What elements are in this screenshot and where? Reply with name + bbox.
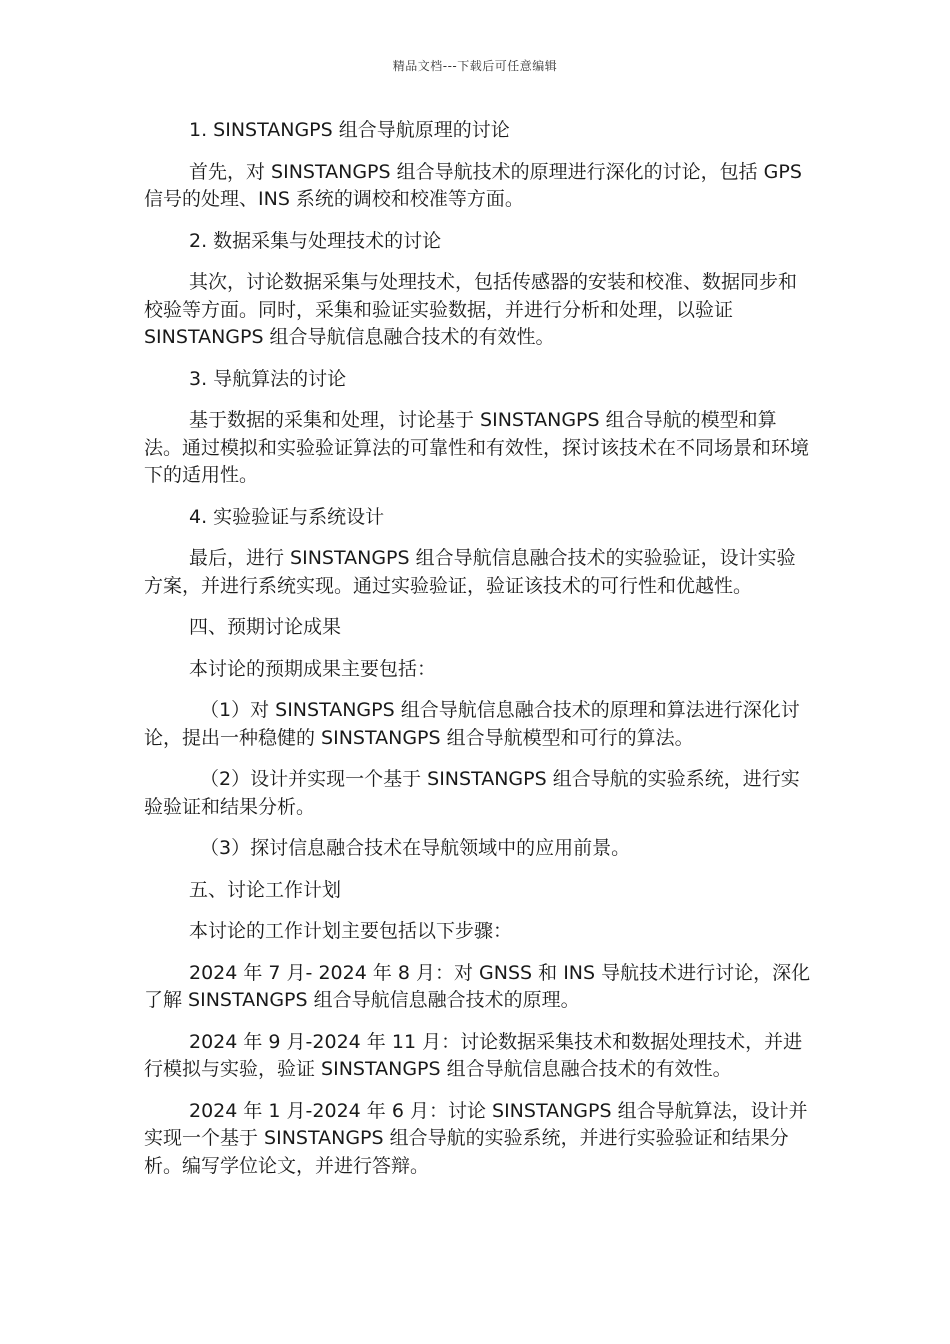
paragraph: 本讨论的预期成果主要包括： xyxy=(189,657,437,680)
paragraph: 其次，讨论数据采集与处理技术，包括传感器的安装和校准、数据同步和校验等方面。同时，采集和验证实验数据，并进行分析和处理，以验证 SINSTANGPS 组合导航信息融合技术的有效性。 xyxy=(144,271,798,348)
section-heading-1: 1. SINSTANGPS 组合导航原理的讨论 xyxy=(189,119,510,141)
paragraph: 基于数据的采集和处理，讨论基于 SINSTANGPS 组合导航的模型和算法。通过模拟和实验验证算法的可靠性和有效性，探讨该技术在不同场景和环境下的适用性。 xyxy=(144,409,810,486)
section-heading-expected-results: 四、预期讨论成果 xyxy=(189,616,342,638)
section-heading-3: 3. 导航算法的讨论 xyxy=(189,367,347,390)
paragraph: 本讨论的工作计划主要包括以下步骤： xyxy=(189,920,513,942)
section-heading-4: 4. 实验验证与系统设计 xyxy=(189,505,385,528)
list-item: （1）对 SINSTANGPS 组合导航信息融合技术的原理和算法进行深化讨论，提出一种稳健的 SINSTANGPS 组合导航模型和可行的算法。 xyxy=(144,699,800,749)
document-body xyxy=(144,117,814,1194)
paragraph: 首先，对 SINSTANGPS 组合导航技术的原理进行深化的讨论，包括 GPS 信号的处理、INS 系统的调校和校准等方面。 xyxy=(144,160,802,210)
section-heading-work-plan: 五、讨论工作计划 xyxy=(189,878,342,901)
section-heading-2: 2. 数据采集与处理技术的讨论 xyxy=(189,229,442,252)
schedule-item: 2024 年 9 月-2024 年 11 月：讨论数据采集技术和数据处理技术，并进行模拟与实验，验证 SINSTANGPS 组合导航信息融合技术的有效性。 xyxy=(144,1030,803,1080)
list-item: （2）设计并实现一个基于 SINSTANGPS 组合导航的实验系统，进行实验验证和结果分析。 xyxy=(144,768,800,818)
paragraph: 最后，进行 SINSTANGPS 组合导航信息融合技术的实验验证，设计实验方案，并进行系统实现。通过实验验证，验证该技术的可行性和优越性。 xyxy=(144,547,796,597)
schedule-item: 2024 年 1 月-2024 年 6 月：讨论 SINSTANGPS 组合导航算法，设计并实现一个基于 SINSTANGPS 组合导航的实验系统，并进行实验验证和结果分析。编写学位论文，并进行答辩。 xyxy=(144,1099,808,1177)
schedule-item: 2024 年 7 月- 2024 年 8 月：对 GNSS 和 INS 导航技术进行讨论，深化了解 SINSTANGPS 组合导航信息融合技术的原理。 xyxy=(144,961,811,1011)
list-item: （3）探讨信息融合技术在导航领域中的应用前景。 xyxy=(200,837,631,859)
page-header: 精品文档---下载后可任意编辑 xyxy=(392,59,558,73)
